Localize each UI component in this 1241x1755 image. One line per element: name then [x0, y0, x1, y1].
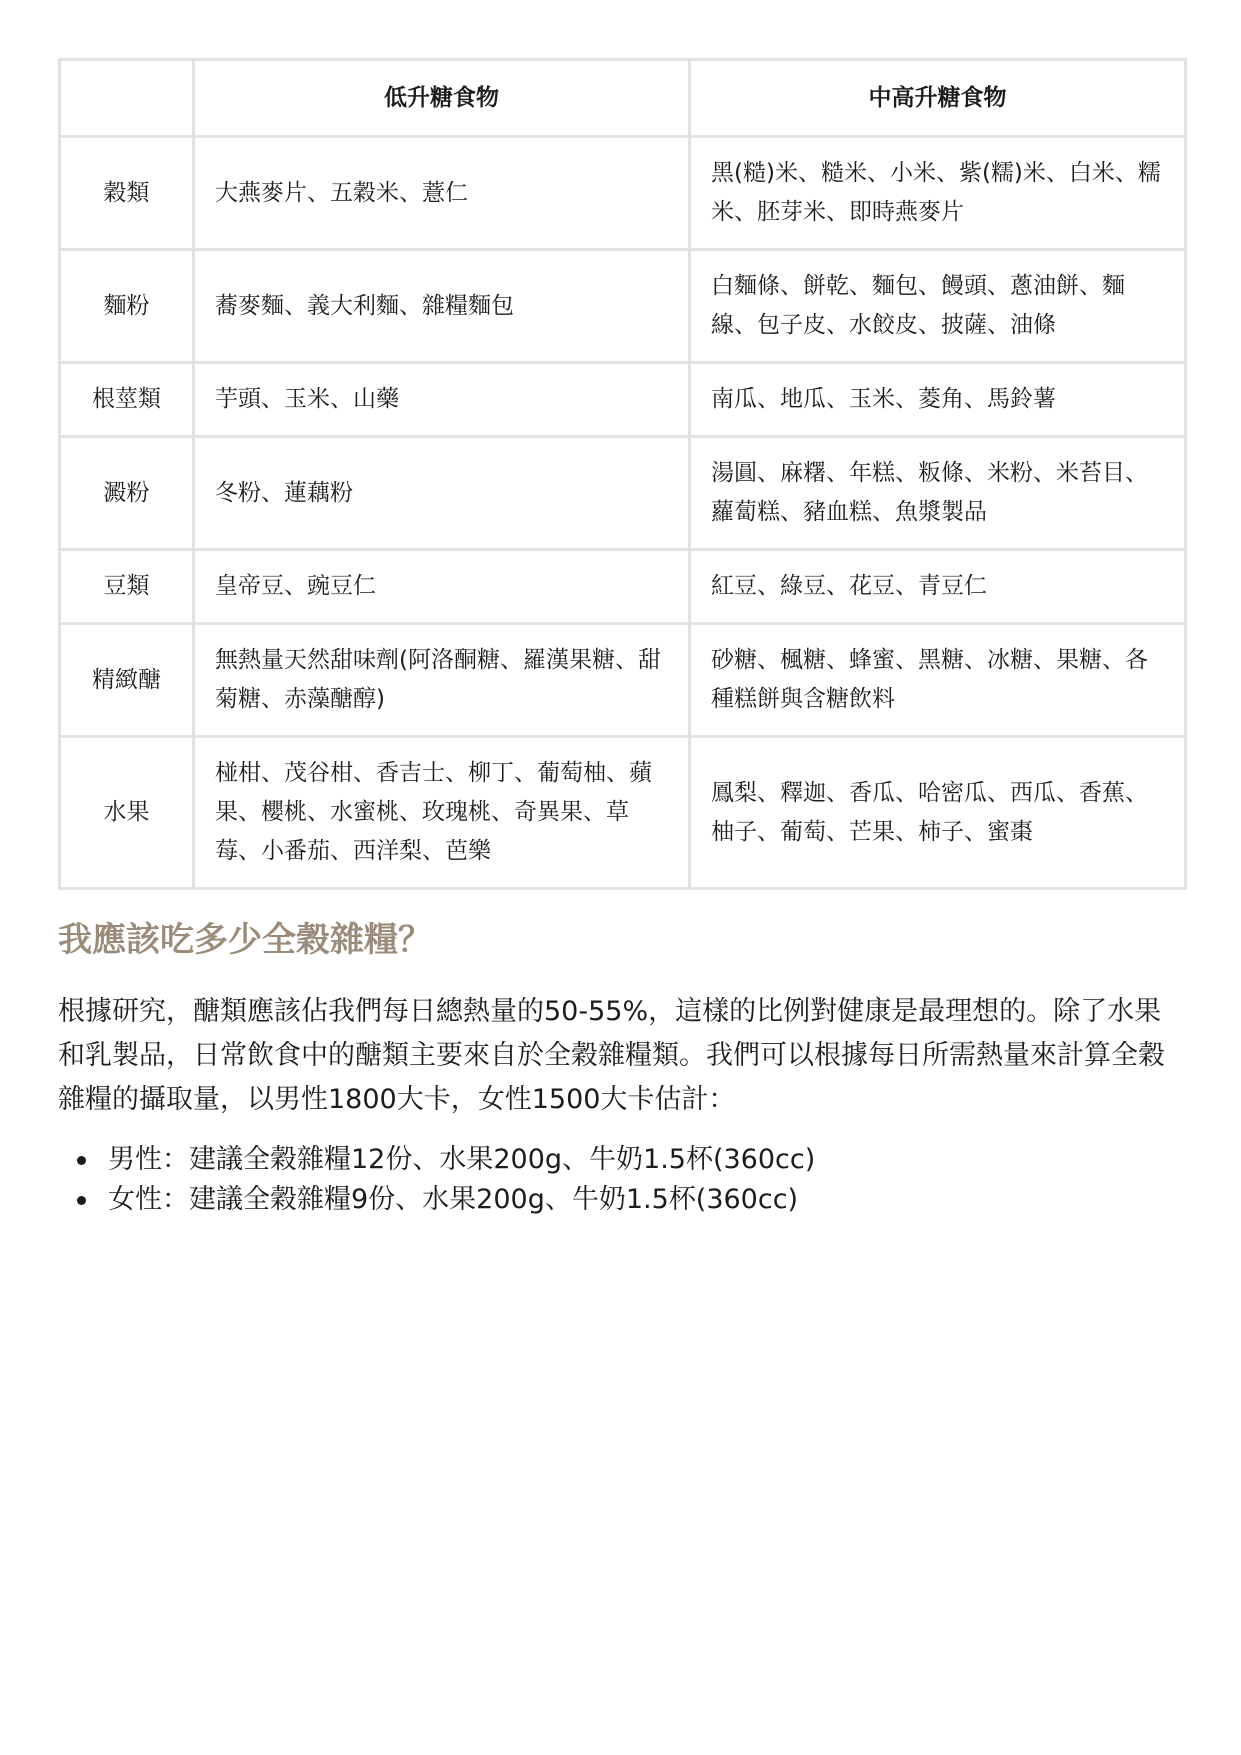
table-row	[60, 737, 1186, 889]
high-gi-cell: 黑(糙)米、糙米、小米、紫(糯)米、白米、糯米、胚芽米、即時燕麥片	[690, 137, 1186, 250]
category-cell: 精緻醣	[60, 624, 194, 737]
low-gi-cell: 椪柑、茂谷柑、香吉士、柳丁、葡萄柚、蘋果、櫻桃、水蜜桃、玫瑰桃、奇異果、草莓、小番茄、西洋梨、芭樂	[194, 737, 690, 889]
table-row	[60, 137, 1186, 250]
table-row	[60, 550, 1186, 624]
category-cell: 根莖類	[60, 363, 194, 437]
table-row	[60, 624, 1186, 737]
category-cell: 澱粉	[60, 437, 194, 550]
header-high-gi: 中高升糖食物	[690, 60, 1186, 137]
high-gi-cell: 砂糖、楓糖、蜂蜜、黑糖、冰糖、果糖、各種糕餅與含糖飲料	[690, 624, 1186, 737]
list-item	[108, 1140, 1184, 1180]
high-gi-cell: 紅豆、綠豆、花豆、青豆仁	[690, 550, 1186, 624]
high-gi-cell: 白麵條、餅乾、麵包、饅頭、蔥油餅、麵線、包子皮、水餃皮、披薩、油條	[690, 250, 1186, 363]
low-gi-cell: 芋頭、玉米、山藥	[194, 363, 690, 437]
section-title: 我應該吃多少全穀雜糧？	[58, 920, 432, 960]
glycemic-food-table	[58, 58, 1187, 890]
list-item-text: 女性：建議全穀雜糧9份、水果200g、牛奶1.5杯(360cc)	[108, 1184, 799, 1215]
category-cell: 穀類	[60, 137, 194, 250]
list-item	[108, 1180, 1184, 1220]
table-row	[60, 363, 1186, 437]
category-cell: 水果	[60, 737, 194, 889]
high-gi-cell: 南瓜、地瓜、玉米、菱角、馬鈴薯	[690, 363, 1186, 437]
low-gi-cell: 皇帝豆、豌豆仁	[194, 550, 690, 624]
recommendation-list	[58, 1140, 1184, 1220]
list-item-text: 男性：建議全穀雜糧12份、水果200g、牛奶1.5杯(360cc)	[108, 1144, 816, 1175]
body-paragraph: 根據研究，醣類應該佔我們每日總熱量的50-55%，這樣的比例對健康是最理想的。除了水果和乳製品，日常飲食中的醣類主要來自於全穀雜糧類。我們可以根據每日所需熱量來計算全穀雜糧的攝取量，以男性1800大卡，女性1500大卡估計：	[58, 996, 1165, 1115]
category-cell: 豆類	[60, 550, 194, 624]
header-category	[60, 60, 194, 137]
low-gi-cell: 無熱量天然甜味劑(阿洛酮糖、羅漢果糖、甜菊糖、赤藻醣醇)	[194, 624, 690, 737]
document-page	[58, 58, 1184, 1220]
bullet-icon	[77, 1196, 86, 1205]
category-cell: 麵粉	[60, 250, 194, 363]
table-row	[60, 250, 1186, 363]
table-row	[60, 437, 1186, 550]
low-gi-cell: 冬粉、蓮藕粉	[194, 437, 690, 550]
table-header-row	[60, 60, 1186, 137]
header-low-gi: 低升糖食物	[194, 60, 690, 137]
high-gi-cell: 鳳梨、釋迦、香瓜、哈密瓜、西瓜、香蕉、柚子、葡萄、芒果、柿子、蜜棗	[690, 737, 1186, 889]
low-gi-cell: 蕎麥麵、義大利麵、雜糧麵包	[194, 250, 690, 363]
low-gi-cell: 大燕麥片、五穀米、薏仁	[194, 137, 690, 250]
bullet-icon	[77, 1156, 86, 1165]
high-gi-cell: 湯圓、麻糬、年糕、粄條、米粉、米苔目、蘿蔔糕、豬血糕、魚漿製品	[690, 437, 1186, 550]
